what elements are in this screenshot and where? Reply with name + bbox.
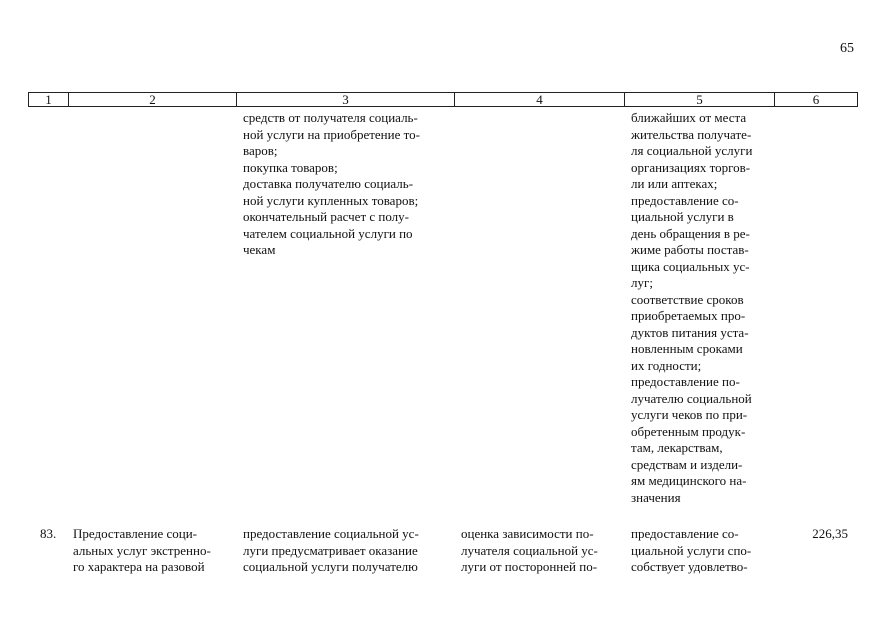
continued-cell-col3: средств от получателя социаль- ной услуги на приобретение то- варов; покупка товаров; доставка получателю социаль- ной услуги купленных товаров; окончательный расчет с полу- чателем социальной услуги по чекам [243, 110, 420, 257]
header-col-4: 4 [455, 93, 625, 106]
header-col-6: 6 [812, 92, 820, 107]
row-cell-col3: предоставление социальной ус- луги предусматривает оказание социальной услуги получателю [243, 526, 419, 574]
row-cell-col4: оценка зависимости по- лучателя социальной ус- луги от посторонней по- [461, 526, 598, 574]
page-number: 65 [840, 41, 854, 56]
header-col-3: 3 [237, 93, 455, 106]
header-col-2: 2 [69, 93, 237, 106]
continued-cell-col5: ближайших от места жительства получате- ля социальной услуги организациях торгов- ли или аптеках; предоставление со- циальной услуги в день обращения в ре- жиме работы постав- щика социальных ус- луг; соответствие сроков приобретаемых про- дуктов питания уста- новленным сроками их годности; предоставление по- лучателю социальной услуги чеков по при- обретенным продук- там, лекарствам, средствам и издели- ям медицинского на- значения [631, 110, 753, 505]
row-number: 83. [40, 526, 57, 541]
row-cell-col2: Предоставление соци- альных услуг экстренно- го характера на разовой [73, 526, 211, 574]
header-col-5: 5 [625, 93, 775, 106]
header-col-1: 1 [29, 93, 69, 106]
table-header-row [28, 92, 858, 107]
row-cell-col5: предоставление со- циальной услуги спо- собствует удовлетво- [631, 526, 752, 574]
row-cell-col6: 226,35 [812, 526, 848, 541]
